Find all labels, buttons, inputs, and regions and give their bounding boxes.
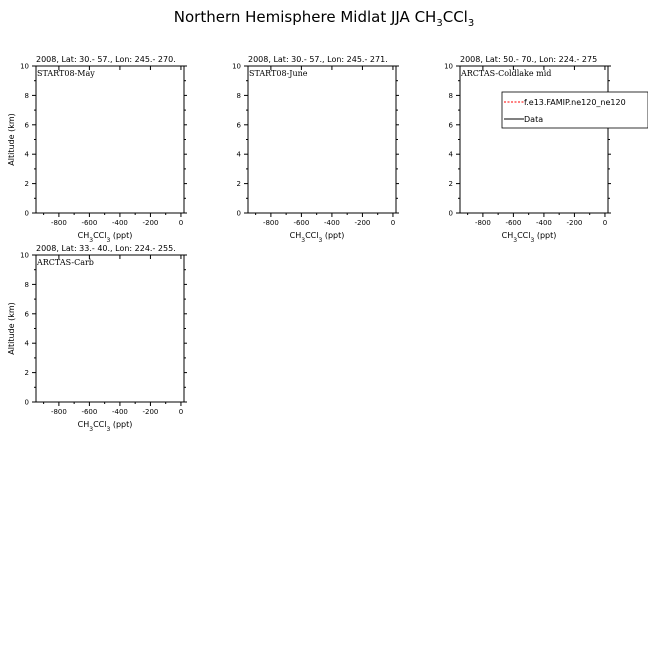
x-tick-label-1-1: -600	[81, 219, 98, 227]
y-tick-label-3-3: 6	[448, 121, 453, 130]
x-tick-label-3-3: -200	[566, 219, 583, 227]
campaign-label-4: ARCTAS-Carb	[37, 258, 94, 267]
y-tick-label-1-0: 0	[24, 209, 29, 218]
y-tick-label-4-4: 8	[24, 280, 29, 289]
x-tick-label-1-2: -400	[111, 219, 128, 227]
campaign-label-2: START08-June	[249, 69, 308, 78]
y-tick-label-1-1: 2	[24, 180, 29, 189]
x-tick-label-2-2: -400	[323, 219, 340, 227]
title-subscript-2: 3	[467, 18, 475, 29]
y-tick-label-1-5: 10	[20, 62, 29, 71]
panel-header-3: 2008, Lat: 50.- 70., Lon: 224.- 275	[460, 55, 598, 64]
panel-header-4: 2008, Lat: 33.- 40., Lon: 224.- 255.	[36, 244, 176, 253]
x-tick-label-2-4: 0	[390, 219, 396, 227]
x-axis-title-1: $CH_3CCl_3$ (ppt)	[77, 231, 133, 244]
y-tick-label-1-3: 6	[24, 121, 29, 130]
x-tick-label-3-2: -400	[535, 219, 552, 227]
x-tick-label-4-2: -400	[111, 408, 128, 416]
title-subscript-1: 3	[436, 18, 443, 29]
title-text-mid: CCl	[442, 8, 468, 26]
x-tick-label-1-3: -200	[142, 219, 159, 227]
y-tick-label-1-4: 8	[24, 91, 29, 100]
x-tick-label-3-4: 0	[602, 219, 608, 227]
y-tick-label-1-2: 4	[24, 150, 29, 159]
title-text-main: Northern Hemisphere Midlat JJA CH	[173, 8, 437, 26]
y-axis-title-4: Altitude (km)	[7, 302, 16, 355]
x-tick-label-1-4: 0	[178, 219, 184, 227]
x-tick-label-1-0: -800	[50, 219, 67, 227]
y-tick-label-3-4: 8	[448, 91, 453, 100]
x-tick-label-2-1: -600	[293, 219, 310, 227]
plot-frame-3	[460, 66, 608, 213]
x-tick-label-4-4: 0	[178, 408, 184, 416]
x-tick-label-3-0: -800	[474, 219, 491, 227]
x-axis-title-4: $CH_3CCl_3$ (ppt)	[77, 420, 133, 433]
y-tick-label-4-3: 6	[24, 310, 29, 319]
y-tick-label-3-5: 10	[444, 62, 453, 71]
y-tick-label-2-2: 4	[236, 150, 241, 159]
x-tick-label-2-0: -800	[262, 219, 279, 227]
y-tick-label-4-1: 2	[24, 369, 29, 378]
y-tick-label-2-3: 6	[236, 121, 241, 130]
plot-frame-4	[36, 255, 184, 402]
x-tick-label-4-0: -800	[50, 408, 67, 416]
y-axis-title-1: Altitude (km)	[7, 113, 16, 166]
plot-frame-2	[248, 66, 396, 213]
x-tick-label-4-3: -200	[142, 408, 159, 416]
y-tick-label-2-5: 10	[232, 62, 241, 71]
legend-label-1: f.e13.FAMIP.ne120_ne120	[524, 98, 626, 107]
plot-frame-1	[36, 66, 184, 213]
x-axis-title-2: $CH_3CCl_3$ (ppt)	[289, 231, 345, 244]
y-tick-label-4-5: 10	[20, 251, 29, 260]
x-tick-label-2-3: -200	[354, 219, 371, 227]
y-tick-label-2-1: 2	[236, 180, 241, 189]
campaign-label-1: START08-May	[37, 69, 95, 78]
x-tick-label-3-1: -600	[505, 219, 522, 227]
panel-header-2: 2008, Lat: 30.- 57., Lon: 245.- 271.	[248, 55, 388, 64]
legend-label-2: Data	[524, 115, 544, 124]
y-tick-label-2-0: 0	[236, 209, 241, 218]
y-tick-label-3-1: 2	[448, 180, 453, 189]
x-axis-title-3: $CH_3CCl_3$ (ppt)	[501, 231, 557, 244]
y-tick-label-4-0: 0	[24, 398, 29, 407]
y-tick-label-3-2: 4	[448, 150, 453, 159]
y-tick-label-2-4: 8	[236, 91, 241, 100]
y-tick-label-4-2: 4	[24, 339, 29, 348]
campaign-label-3: ARCTAS-Coldlake mid	[461, 69, 552, 78]
y-tick-label-3-0: 0	[448, 209, 453, 218]
panel-header-1: 2008, Lat: 30.- 57., Lon: 245.- 270.	[36, 55, 176, 64]
x-tick-label-4-1: -600	[81, 408, 98, 416]
